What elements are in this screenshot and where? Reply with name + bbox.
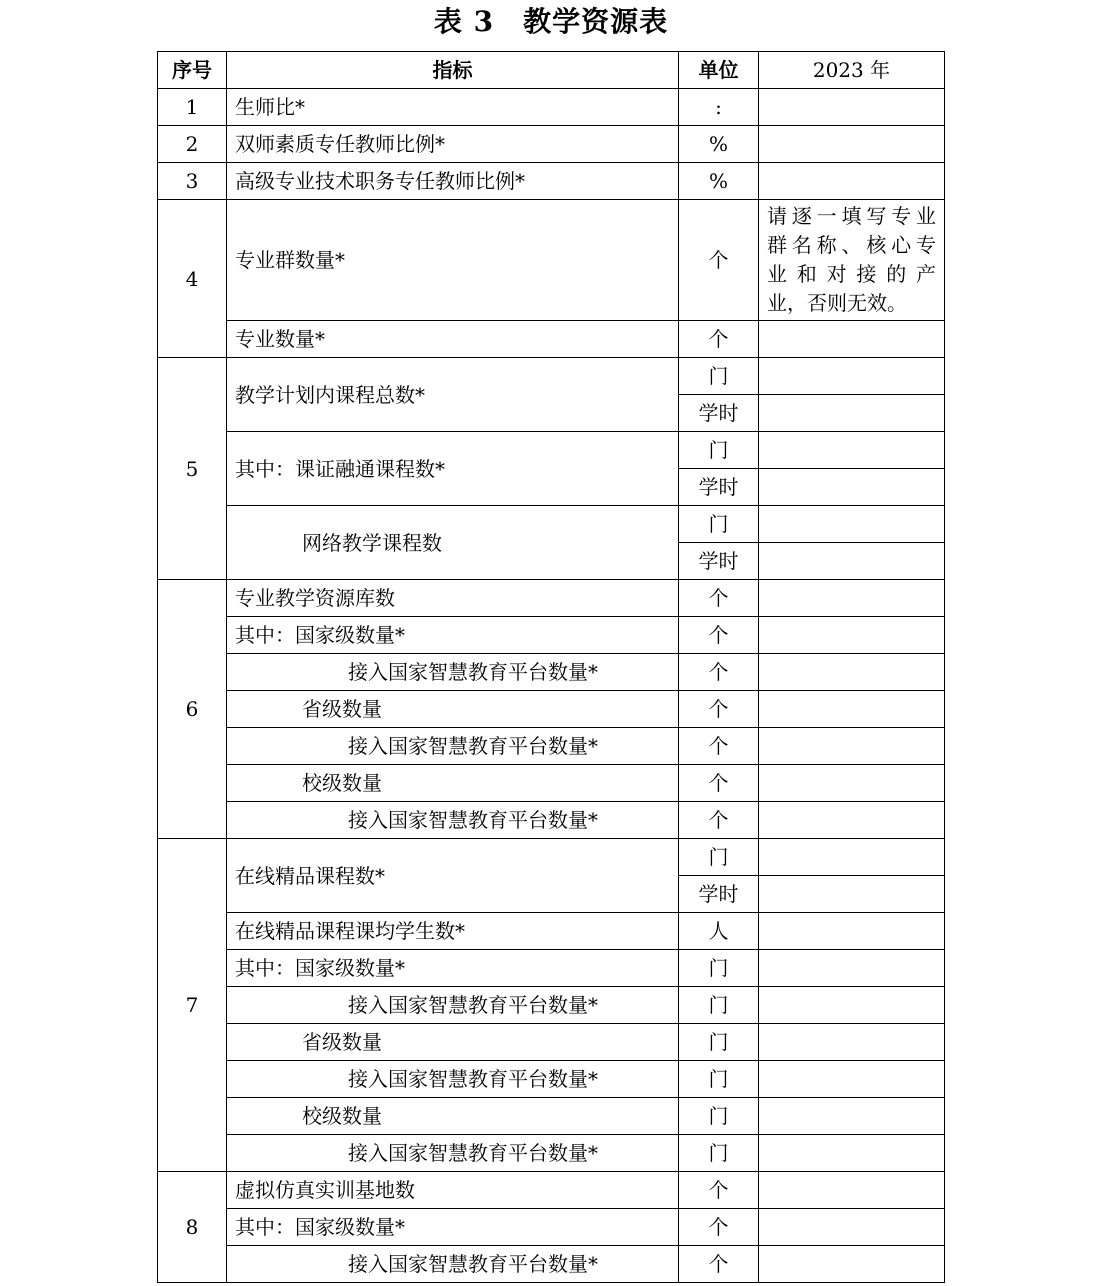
seq-cell: 1: [158, 89, 227, 126]
seq-cell: 2: [158, 126, 227, 163]
header-indicator: 指标: [227, 52, 679, 89]
indicator-cell: 生师比*: [227, 89, 679, 126]
seq-cell: 3: [158, 163, 227, 200]
note-line: 群名称、核心专: [767, 233, 936, 257]
table-row: [158, 728, 945, 765]
value-cell[interactable]: [759, 469, 945, 506]
indicator-cell: 接入国家智慧教育平台数量*: [227, 1061, 679, 1098]
value-cell[interactable]: [759, 913, 945, 950]
table-row: [158, 950, 945, 987]
table-row: [158, 432, 945, 469]
unit-cell: 个: [679, 765, 759, 802]
unit-cell: %: [679, 126, 759, 163]
value-cell[interactable]: [759, 543, 945, 580]
header-seq: 序号: [158, 52, 227, 89]
indicator-cell: 其中：国家级数量*: [227, 617, 679, 654]
table-row: [158, 802, 945, 839]
unit-cell: 学时: [679, 469, 759, 506]
table-row: [158, 987, 945, 1024]
value-cell[interactable]: [759, 1209, 945, 1246]
indicator-cell: 高级专业技术职务专任教师比例*: [227, 163, 679, 200]
value-cell[interactable]: [759, 126, 945, 163]
note-line: 业和对接的产: [767, 262, 936, 286]
table-row: [158, 1061, 945, 1098]
table-row: [158, 617, 945, 654]
indicator-cell: 在线精品课程数*: [227, 839, 679, 913]
value-cell[interactable]: [759, 89, 945, 126]
value-cell[interactable]: [759, 617, 945, 654]
unit-cell: 门: [679, 506, 759, 543]
header-year: 2023 年: [759, 52, 945, 89]
unit-cell: 门: [679, 950, 759, 987]
value-cell[interactable]: [759, 802, 945, 839]
seq-cell: 5: [158, 358, 227, 580]
value-cell[interactable]: [759, 654, 945, 691]
unit-cell: 门: [679, 358, 759, 395]
indicator-cell: 省级数量: [227, 1024, 679, 1061]
indicator-cell: 接入国家智慧教育平台数量*: [227, 728, 679, 765]
value-cell[interactable]: [759, 506, 945, 543]
unit-cell: %: [679, 163, 759, 200]
table-row: [158, 1135, 945, 1172]
seq-cell: 8: [158, 1172, 227, 1283]
value-cell[interactable]: [759, 765, 945, 802]
value-cell[interactable]: [759, 432, 945, 469]
header-row: [158, 52, 945, 89]
seq-cell: 7: [158, 839, 227, 1172]
unit-cell: 个: [679, 1209, 759, 1246]
indicator-cell: 虚拟仿真实训基地数: [227, 1172, 679, 1209]
value-cell[interactable]: [759, 1246, 945, 1283]
unit-cell: 个: [679, 728, 759, 765]
value-cell[interactable]: [759, 580, 945, 617]
table-row: [158, 163, 945, 200]
table-row: [158, 654, 945, 691]
indicator-cell: 教学计划内课程总数*: [227, 358, 679, 432]
unit-cell: 个: [679, 200, 759, 321]
unit-cell: 门: [679, 1024, 759, 1061]
value-cell[interactable]: [759, 876, 945, 913]
unit-cell: :: [679, 89, 759, 126]
seq-cell: 4: [158, 200, 227, 358]
value-cell[interactable]: [759, 163, 945, 200]
unit-cell: 个: [679, 691, 759, 728]
value-cell[interactable]: [759, 1135, 945, 1172]
unit-cell: 学时: [679, 395, 759, 432]
unit-cell: 个: [679, 1172, 759, 1209]
indicator-cell: 接入国家智慧教育平台数量*: [227, 802, 679, 839]
indicator-cell: 接入国家智慧教育平台数量*: [227, 987, 679, 1024]
indicator-cell: 在线精品课程课均学生数*: [227, 913, 679, 950]
table-row: [158, 321, 945, 358]
unit-cell: 学时: [679, 543, 759, 580]
table-row: [158, 913, 945, 950]
indicator-cell: 其中：课证融通课程数*: [227, 432, 679, 506]
value-cell[interactable]: [759, 1172, 945, 1209]
table-row: [158, 839, 945, 876]
unit-cell: 个: [679, 580, 759, 617]
value-cell[interactable]: [759, 1098, 945, 1135]
indicator-cell: 其中：国家级数量*: [227, 1209, 679, 1246]
unit-cell: 个: [679, 1246, 759, 1283]
note-line: 业，否则无效。: [767, 291, 907, 315]
indicator-cell: 网络教学课程数: [227, 506, 679, 580]
table-row: [158, 1024, 945, 1061]
unit-cell: 门: [679, 432, 759, 469]
indicator-cell: 接入国家智慧教育平台数量*: [227, 1246, 679, 1283]
unit-cell: 门: [679, 839, 759, 876]
unit-cell: 门: [679, 1135, 759, 1172]
table-row: [158, 580, 945, 617]
value-cell[interactable]: [759, 950, 945, 987]
unit-cell: 个: [679, 802, 759, 839]
table-title: 表 3 教学资源表: [433, 5, 669, 38]
indicator-cell: 专业数量*: [227, 321, 679, 358]
table-row: [158, 126, 945, 163]
value-cell[interactable]: [759, 1061, 945, 1098]
indicator-cell: 其中：国家级数量*: [227, 950, 679, 987]
value-cell[interactable]: [759, 987, 945, 1024]
table-row: [158, 89, 945, 126]
table-row: [158, 358, 945, 395]
unit-cell: 个: [679, 321, 759, 358]
note-cell[interactable]: [759, 200, 945, 321]
value-cell[interactable]: [759, 839, 945, 876]
indicator-cell: 专业群数量*: [227, 200, 679, 321]
table-row: [158, 506, 945, 543]
unit-cell: 个: [679, 654, 759, 691]
table-row: [158, 765, 945, 802]
table-row: [158, 1172, 945, 1209]
unit-cell: 门: [679, 987, 759, 1024]
seq-cell: 6: [158, 580, 227, 839]
indicator-cell: 省级数量: [227, 691, 679, 728]
teaching-resources-table: [157, 51, 945, 1283]
unit-cell: 门: [679, 1098, 759, 1135]
value-cell[interactable]: [759, 1024, 945, 1061]
value-cell[interactable]: [759, 691, 945, 728]
table-row: [158, 691, 945, 728]
indicator-cell: 接入国家智慧教育平台数量*: [227, 1135, 679, 1172]
unit-cell: 个: [679, 617, 759, 654]
indicator-cell: 专业教学资源库数: [227, 580, 679, 617]
unit-cell: 学时: [679, 876, 759, 913]
table-row: [158, 200, 945, 321]
indicator-cell: 双师素质专任教师比例*: [227, 126, 679, 163]
value-cell[interactable]: [759, 321, 945, 358]
unit-cell: 人: [679, 913, 759, 950]
indicator-cell: 校级数量: [227, 765, 679, 802]
indicator-cell: 接入国家智慧教育平台数量*: [227, 654, 679, 691]
indicator-cell: 校级数量: [227, 1098, 679, 1135]
value-cell[interactable]: [759, 728, 945, 765]
note-line: 请逐一填写专业: [767, 204, 936, 228]
value-cell[interactable]: [759, 358, 945, 395]
header-unit: 单位: [679, 52, 759, 89]
table-row: [158, 1246, 945, 1283]
unit-cell: 门: [679, 1061, 759, 1098]
value-cell[interactable]: [759, 395, 945, 432]
table-row: [158, 1209, 945, 1246]
table-row: [158, 1098, 945, 1135]
